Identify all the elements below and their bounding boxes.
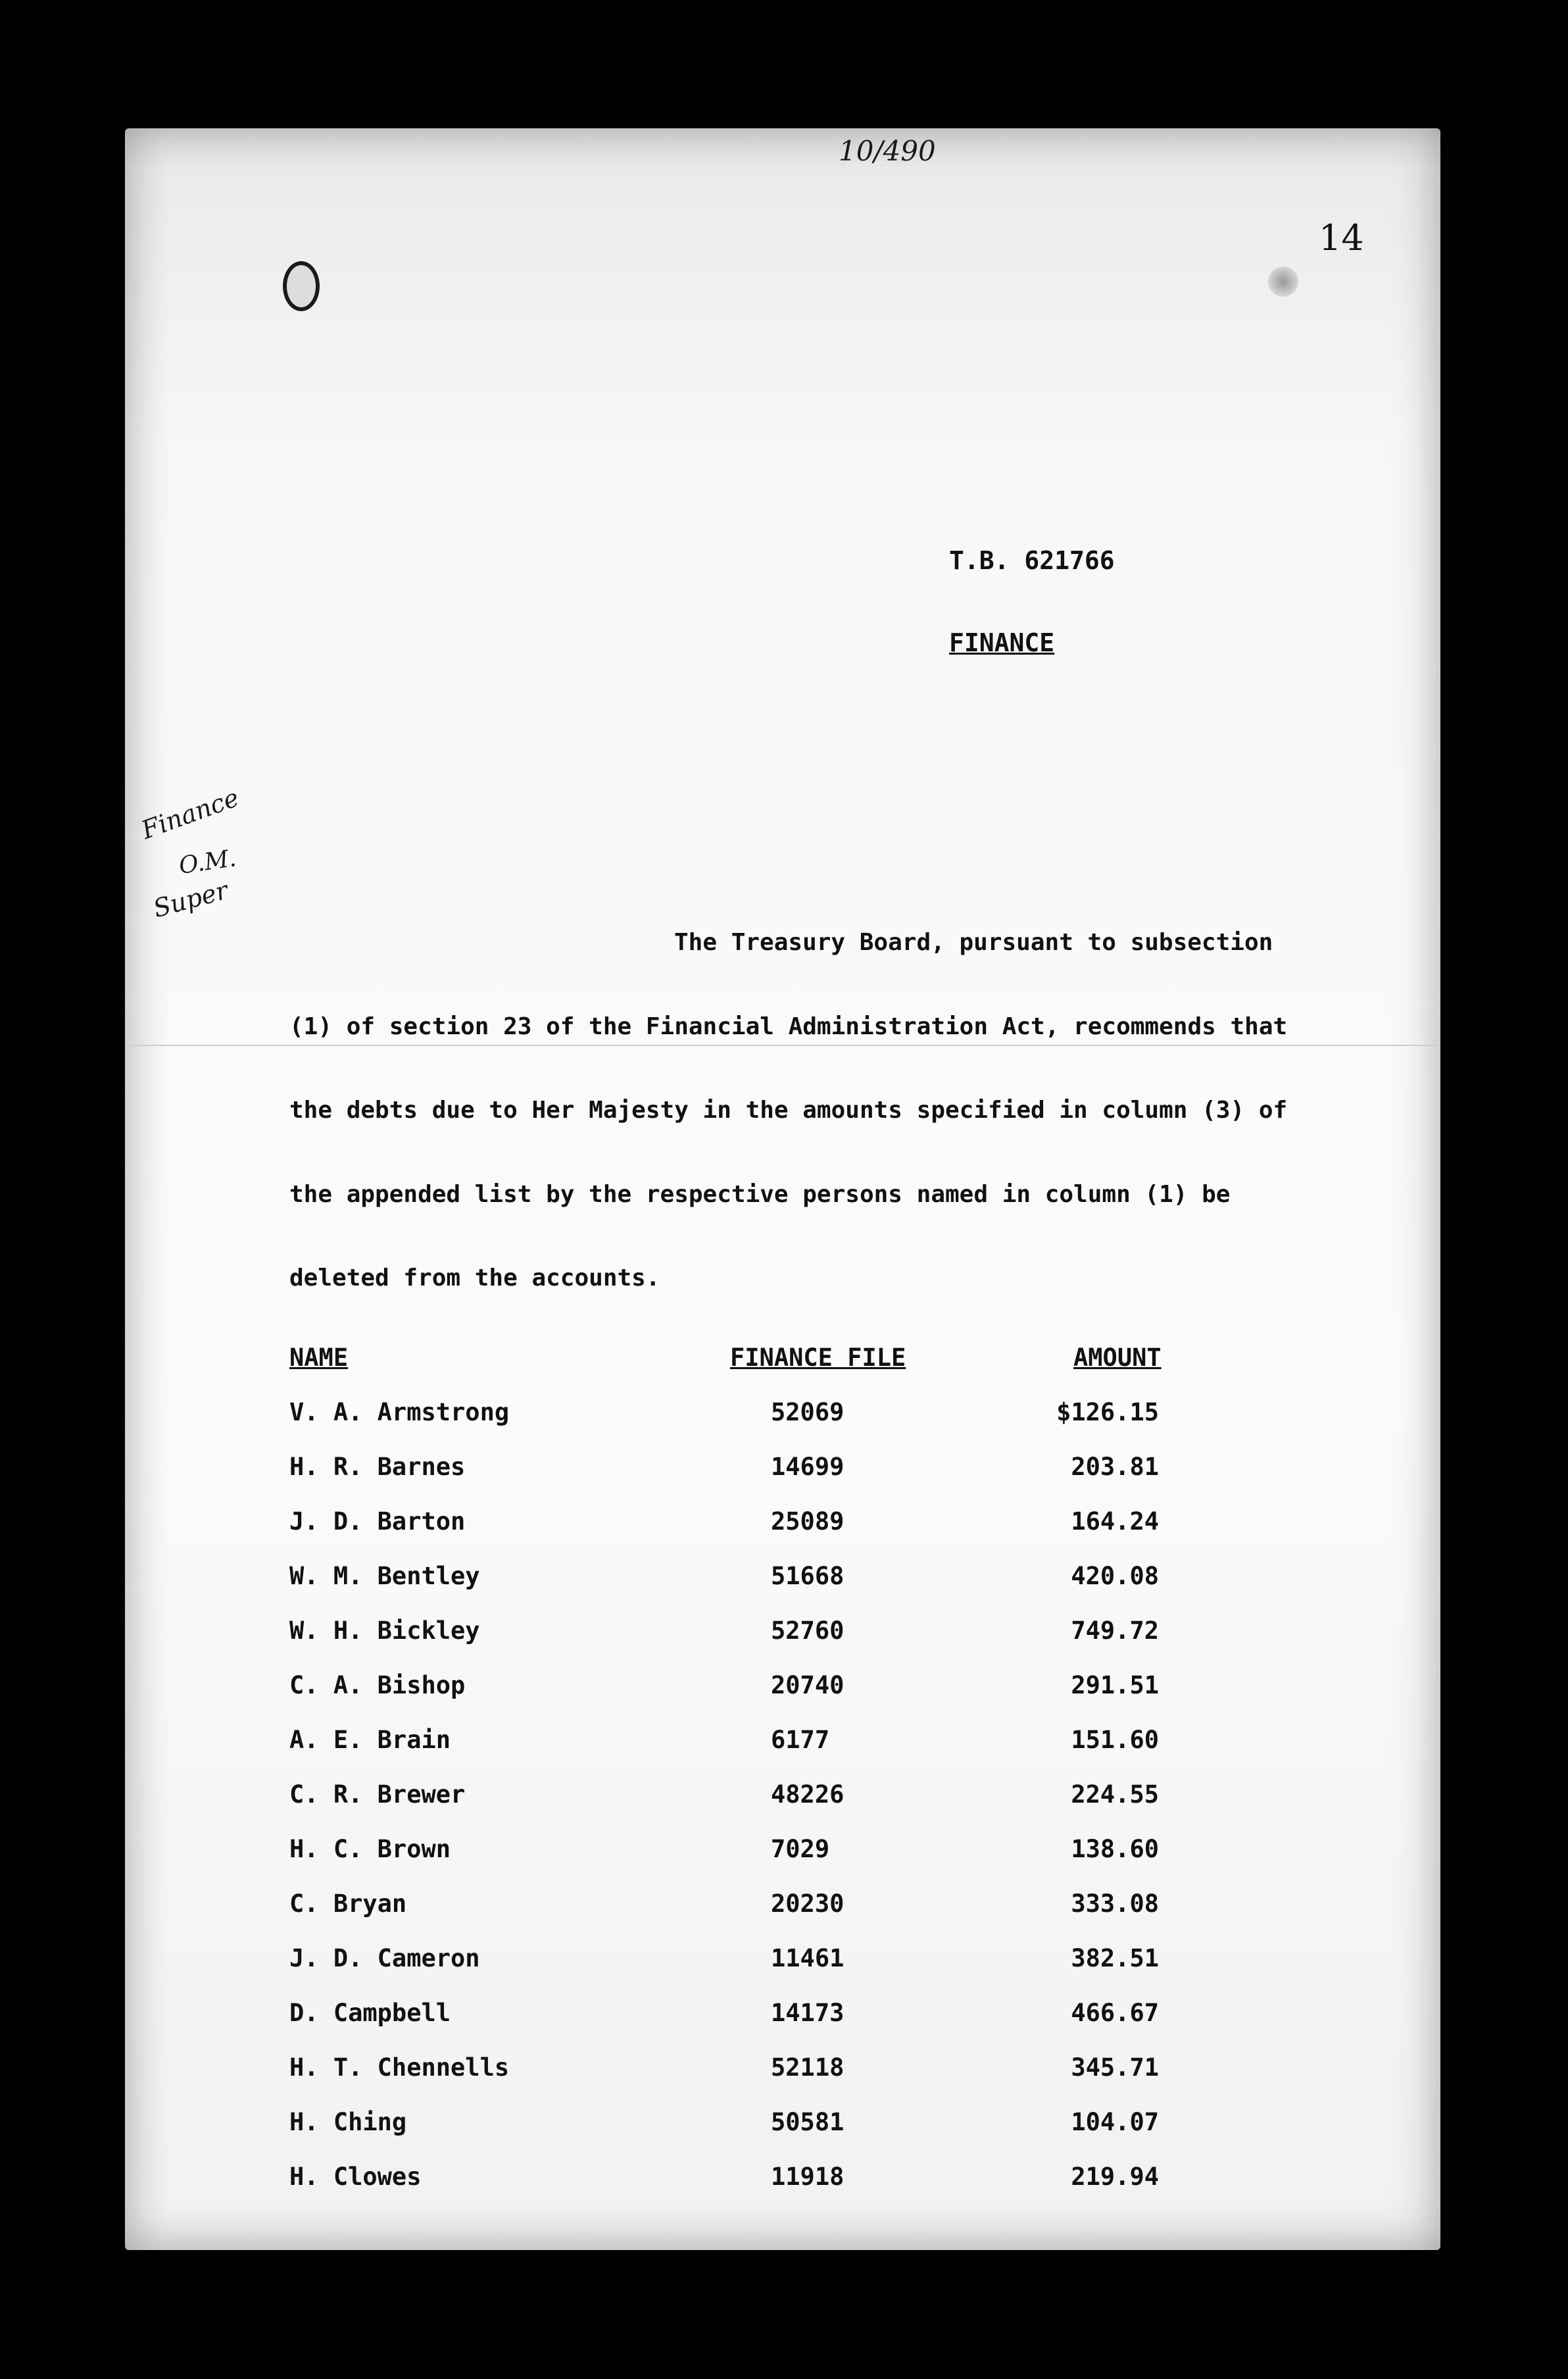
margin-note-line: O.M. xyxy=(177,845,238,880)
person-name: W. M. Bentley xyxy=(289,1562,480,1590)
table-row xyxy=(0,2108,1568,2147)
table-row xyxy=(0,1398,1568,1438)
table-header xyxy=(0,1343,1568,1383)
finance-file: 6177 xyxy=(771,1726,830,1754)
column-header-name: NAME xyxy=(289,1343,349,1372)
amount: 164.24 xyxy=(1071,1507,1159,1536)
finance-file: 52760 xyxy=(771,1616,845,1645)
amount: 291.51 xyxy=(1071,1671,1159,1699)
person-name: A. E. Brain xyxy=(289,1726,451,1754)
amount: $126.15 xyxy=(1056,1398,1159,1426)
person-name: H. T. Chennells xyxy=(289,2053,510,2082)
paragraph-line: the debts due to Her Majesty in the amounts specified in column (3) of xyxy=(289,1097,1288,1124)
table-row xyxy=(0,1453,1568,1492)
page-number: 14 xyxy=(1319,217,1364,259)
amount: 224.55 xyxy=(1071,1780,1159,1809)
table-row xyxy=(0,1835,1568,1874)
table-row xyxy=(0,1890,1568,1929)
finance-file: 7029 xyxy=(771,1835,830,1863)
amount: 382.51 xyxy=(1071,1944,1159,1972)
amount: 333.08 xyxy=(1071,1890,1159,1918)
finance-file: 50581 xyxy=(771,2108,845,2136)
person-name: C. Bryan xyxy=(289,1890,407,1918)
column-header-amount: AMOUNT xyxy=(1073,1343,1162,1372)
ink-smudge xyxy=(1268,266,1298,297)
table-row xyxy=(0,1562,1568,1601)
person-name: H. C. Brown xyxy=(289,1835,451,1863)
amount: 345.71 xyxy=(1071,2053,1159,2082)
finance-file: 20230 xyxy=(771,1890,845,1918)
paragraph-line: (1) of section 23 of the Financial Administration Act, recommends that xyxy=(289,1013,1288,1040)
person-name: J. D. Barton xyxy=(289,1507,466,1536)
person-name: D. Campbell xyxy=(289,1999,451,2027)
handwritten-reference: 10/490 xyxy=(839,135,936,167)
amount: 104.07 xyxy=(1071,2108,1159,2136)
finance-file: 11918 xyxy=(771,2163,845,2191)
person-name: V. A. Armstrong xyxy=(289,1398,510,1426)
punch-hole xyxy=(283,261,320,311)
person-name: C. R. Brewer xyxy=(289,1780,466,1809)
column-header-file: FINANCE FILE xyxy=(730,1343,906,1372)
table-row xyxy=(0,1616,1568,1656)
amount: 203.81 xyxy=(1071,1453,1159,1481)
table-row xyxy=(0,1726,1568,1765)
amount: 420.08 xyxy=(1071,1562,1159,1590)
paragraph-line: deleted from the accounts. xyxy=(289,1265,660,1291)
margin-note-line: Finance xyxy=(137,783,243,845)
finance-file: 52069 xyxy=(771,1398,845,1426)
table-row xyxy=(0,1780,1568,1820)
table-row xyxy=(0,1944,1568,1984)
finance-file: 51668 xyxy=(771,1562,845,1590)
person-name: H. R. Barnes xyxy=(289,1453,466,1481)
finance-file: 48226 xyxy=(771,1780,845,1809)
amount: 151.60 xyxy=(1071,1726,1159,1754)
finance-file: 20740 xyxy=(771,1671,845,1699)
finance-file: 25089 xyxy=(771,1507,845,1536)
finance-file: 11461 xyxy=(771,1944,845,1972)
person-name: J. D. Cameron xyxy=(289,1944,480,1972)
finance-file: 52118 xyxy=(771,2053,845,2082)
amount: 466.67 xyxy=(1071,1999,1159,2027)
table-row xyxy=(0,2053,1568,2093)
table-row xyxy=(0,1999,1568,2038)
tb-reference: T.B. 621766 xyxy=(949,546,1115,575)
paragraph-line: the appended list by the respective persons named in column (1) be xyxy=(289,1181,1231,1208)
person-name: H. Clowes xyxy=(289,2163,422,2191)
margin-note-line: Super xyxy=(150,875,232,924)
amount: 219.94 xyxy=(1071,2163,1159,2191)
document-heading: FINANCE xyxy=(949,628,1055,657)
paragraph-line: The Treasury Board, pursuant to subsection xyxy=(674,929,1273,956)
finance-file: 14699 xyxy=(771,1453,845,1481)
table-row xyxy=(0,1507,1568,1547)
table-row xyxy=(0,1671,1568,1711)
amount: 138.60 xyxy=(1071,1835,1159,1863)
person-name: C. A. Bishop xyxy=(289,1671,466,1699)
table-row xyxy=(0,2163,1568,2202)
person-name: H. Ching xyxy=(289,2108,407,2136)
amount: 749.72 xyxy=(1071,1616,1159,1645)
person-name: W. H. Bickley xyxy=(289,1616,480,1645)
page-fold-line xyxy=(125,1045,1440,1046)
finance-file: 14173 xyxy=(771,1999,845,2027)
